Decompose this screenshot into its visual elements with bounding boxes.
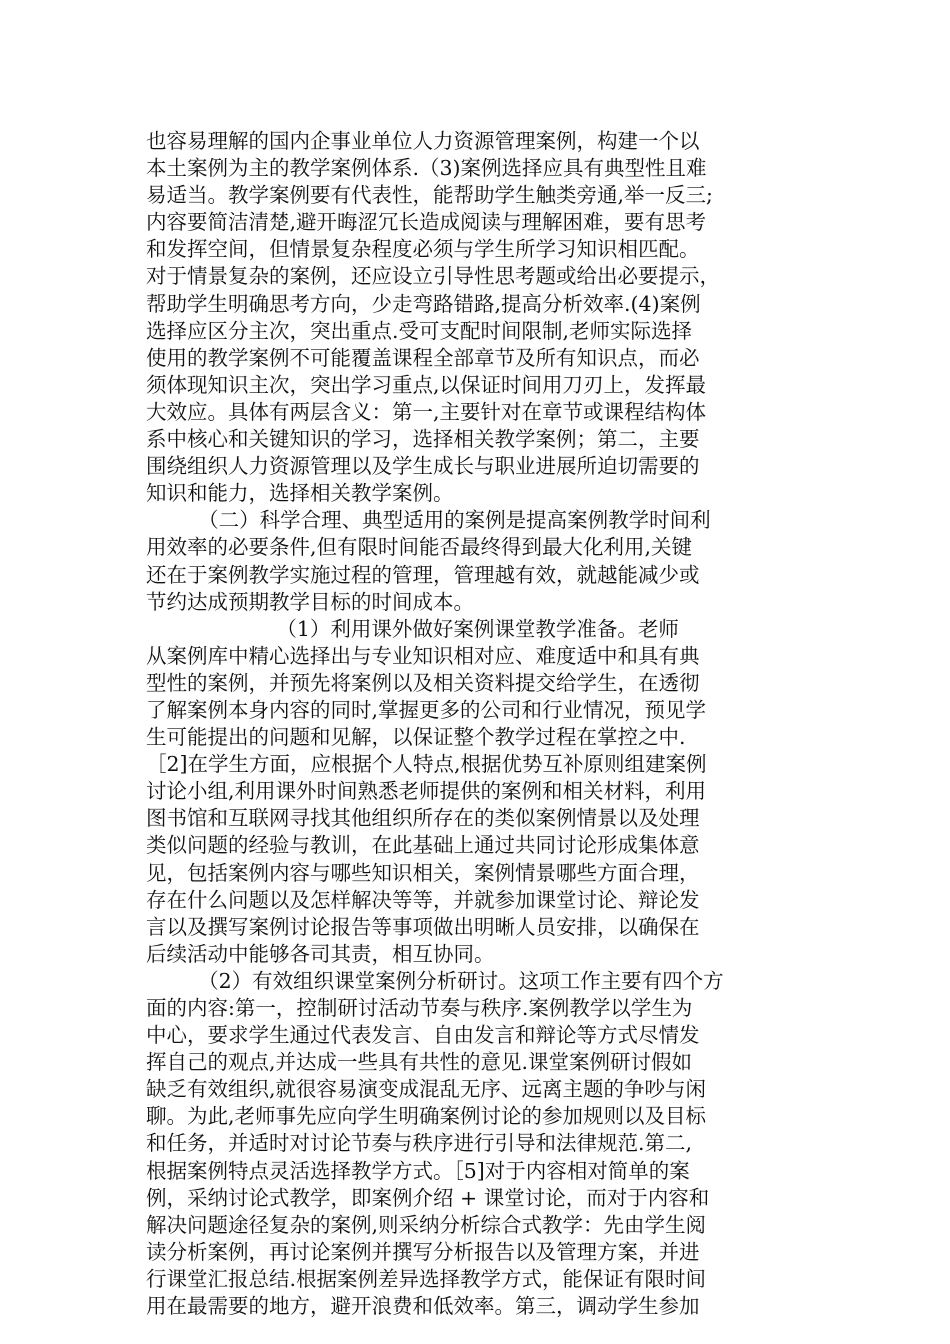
- text-line: 从案例库中精心选择出与专业知识相对应、难度适中和具有典: [146, 643, 700, 668]
- text-line: 型性的案例，并预先将案例以及相关资料提交给学生，在透彻: [146, 670, 700, 695]
- text-line: 缺乏有效组织,就很容易演变成混乱无序、远离主题的争吵与闲: [146, 1077, 707, 1102]
- text-line: 节约达成预期教学目标的时间成本。: [146, 589, 474, 614]
- text-line: 也容易理解的国内企事业单位人力资源管理案例，构建一个以: [146, 129, 700, 153]
- text-line: 还在于案例教学实施过程的管理，管理越有效，就越能减少或: [146, 562, 700, 587]
- text-line: 易适当。教学案例要有代表性，能帮助学生触类旁通,举一反三;: [146, 183, 713, 208]
- text-line: 用在最需要的地方，避开浪费和低效率。第三，调动学生参加: [146, 1294, 700, 1319]
- text-line: 面的内容:第一，控制研讨活动节奏与秩序.案例教学以学生为: [146, 996, 693, 1020]
- text-line: 聊。为此,老师事先应向学生明确案例讨论的参加规则以及目标: [146, 1104, 707, 1129]
- text-line: 用效率的必要条件,但有限时间能否最终得到最大化利用,关键: [146, 535, 693, 560]
- text-line: 挥自己的观点,并达成一些具有共性的意见.课堂案例研讨假如: [146, 1050, 693, 1075]
- text-line: （2）有效组织课堂案例分析研讨。这项工作主要有四个方: [146, 968, 724, 993]
- text-line: 围绕组织人力资源管理以及学生成长与职业进展所迫切需要的: [146, 454, 700, 479]
- text-line: 例，采纳讨论式教学，即案例介绍 + 课堂讨论，而对于内容和: [146, 1185, 710, 1210]
- text-line: 图书馆和互联网寻找其他组织所存在的类似案例情景以及处理: [146, 806, 700, 831]
- text-line: 内容要简洁清楚,避开晦涩冗长造成阅读与理解困难，要有思考: [146, 210, 707, 235]
- text-line: （二）科学合理、典型适用的案例是提高案例教学时间利: [146, 508, 711, 533]
- text-line: ［2]在学生方面，应根据个人特点,根据优势互补原则组建案例: [146, 752, 707, 777]
- text-line: 了解案例本身内容的同时,掌握更多的公司和行业情况，预见学: [146, 697, 707, 722]
- text-line: 须体现知识主次，突出学习重点,以保证时间用刀刃上，发挥最: [146, 372, 707, 397]
- text-line: 对于情景复杂的案例，还应设立引导性思考题或给出必要提示，: [146, 264, 720, 289]
- text-line: 后续活动中能够各司其责，相互协同。: [146, 941, 495, 966]
- text-line: 生可能提出的问题和见解，以保证整个教学过程在掌控之中.: [146, 725, 686, 750]
- text-line: 讨论小组,利用课外时间熟悉老师提供的案例和相关材料，利用: [146, 779, 707, 804]
- text-line: （1）利用课外做好案例课堂教学准备。老师: [146, 616, 679, 641]
- text-line: 言以及撰写案例讨论报告等事项做出明晰人员安排，以确保在: [146, 914, 700, 939]
- text-line: 和发挥空间，但情景复杂程度必须与学生所学习知识相匹配。: [146, 237, 700, 262]
- text-line: 解决问题途径复杂的案例,则采纳分析综合式教学：先由学生阅: [146, 1212, 707, 1237]
- text-line: 知识和能力，选择相关教学案例。: [146, 481, 454, 506]
- text-line: 系中核心和关键知识的学习，选择相关教学案例；第二，主要: [146, 427, 700, 452]
- body-text: [146, 128, 806, 1320]
- text-line: 选择应区分主次，突出重点.受可支配时间限制,老师实际选择: [146, 318, 693, 343]
- text-line: 大效应。具体有两层含义：第一,主要针对在章节或课程结构体: [146, 399, 707, 424]
- text-line: 存在什么问题以及怎样解决等等，并就参加课堂讨论、辩论发: [146, 887, 700, 912]
- text-line: 和任务，并适时对讨论节奏与秩序进行引导和法律规范.第二,: [146, 1131, 693, 1156]
- text-line: 本土案例为主的教学案例体系.（3)案例选择应具有典型性且难: [146, 156, 707, 181]
- text-line: 读分析案例，再讨论案例并撰写分析报告以及管理方案，并进: [146, 1239, 700, 1264]
- text-line: 类似问题的经验与教训，在此基础上通过共同讨论形成集体意: [146, 833, 700, 858]
- text-line: 行课堂汇报总结.根据案例差异选择教学方式，能保证有限时间: [146, 1266, 707, 1291]
- text-line: 见，包括案例内容与哪些知识相关，案例情景哪些方面合理，: [146, 860, 700, 885]
- text-line: 使用的教学案例不可能覆盖课程全部章节及所有知识点，而必: [146, 345, 700, 370]
- text-line: 帮助学生明确思考方向，少走弯路错路,提高分析效率.(4)案例: [146, 291, 701, 316]
- text-line: 中心，要求学生通过代表发言、自由发言和辩论等方式尽情发: [146, 1023, 700, 1048]
- text-line: 根据案例特点灵活选择教学方式。［5]对于内容相对简单的案: [146, 1158, 690, 1183]
